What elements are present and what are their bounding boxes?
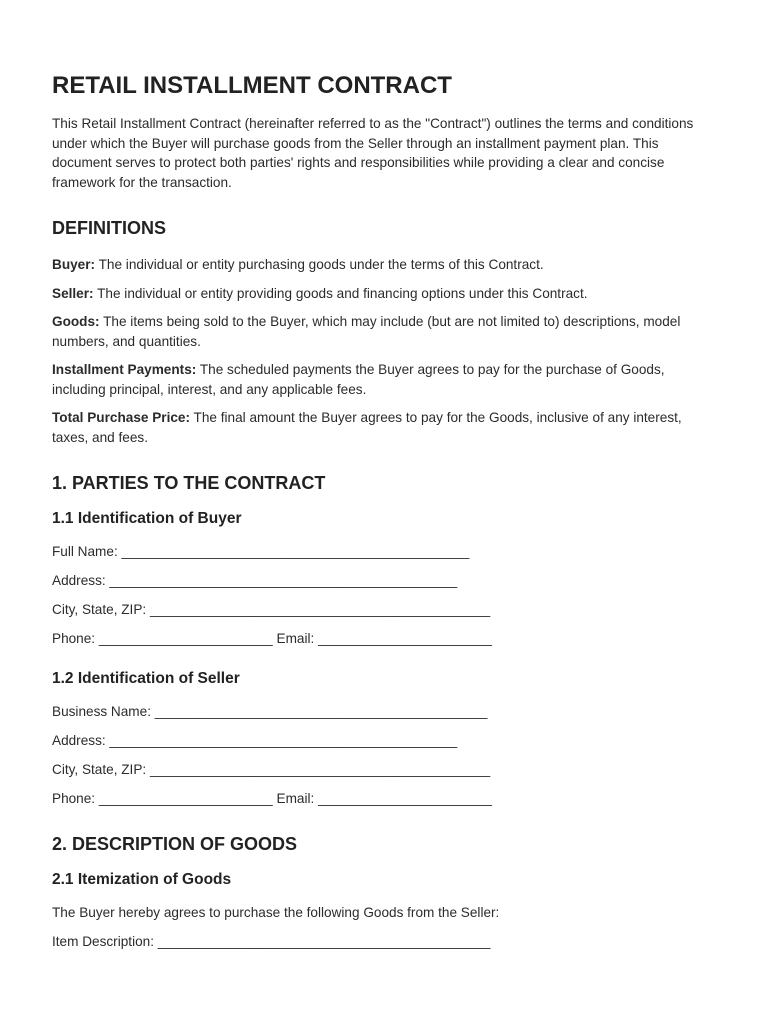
definition-text: The individual or entity providing goods and financing options under this Contract. [97, 285, 588, 301]
definition-text: The final amount the Buyer agrees to pay for the Goods, inclusive of any interest, taxes, and fees. [52, 410, 682, 445]
seller-business-name-field[interactable]: Business Name: ____________________________________________ [52, 704, 488, 719]
seller-identification-heading: 1.2 Identification of Seller [52, 670, 240, 687]
buyer-full-name-field[interactable]: Full Name: ______________________________________________ [52, 544, 470, 559]
definition-installment-payments [52, 360, 718, 399]
item-description-field[interactable]: Item Description: ____________________________________________ [52, 934, 491, 949]
itemization-heading: 2.1 Itemization of Goods [52, 871, 232, 888]
buyer-city-state-zip-field[interactable]: City, State, ZIP: _____________________________________________ [52, 602, 491, 617]
buyer-phone-email-field[interactable]: Phone: _______________________ Email: _______________________ [52, 631, 492, 646]
definition-text: The individual or entity purchasing goods under the terms of this Contract. [98, 257, 544, 272]
itemization-text: The Buyer hereby agrees to purchase the following Goods from the Seller: [52, 905, 500, 920]
seller-city-state-zip-field[interactable]: City, State, ZIP: _____________________________________________ [52, 762, 491, 777]
definition-text: The scheduled payments the Buyer agrees to pay for the purchase of Goods, including principal, interest, and any applicable fees. [52, 362, 665, 397]
definition-buyer [52, 255, 718, 275]
definition-term: Buyer: [52, 257, 96, 272]
seller-address-field[interactable]: Address: ______________________________________________ [52, 733, 458, 748]
definition-term: Total Purchase Price: [52, 410, 191, 425]
definition-term: Installment Payments: [52, 362, 197, 377]
buyer-identification-heading: 1.1 Identification of Buyer [52, 510, 242, 527]
buyer-fields [52, 542, 718, 648]
definition-seller [52, 284, 718, 304]
intro-paragraph: This Retail Installment Contract (hereinafter referred to as the "Contract") outlines the terms and conditions under which the Buyer will purchase goods from the Seller through an installment payment plan. This document serves to protect both parties' rights and responsibilities while providing a clear and concise framework for the transaction. [52, 116, 694, 190]
definitions-heading: DEFINITIONS [52, 218, 167, 238]
buyer-address-field[interactable]: Address: ______________________________________________ [52, 573, 458, 588]
definition-goods [52, 312, 718, 351]
definition-term: Seller: [52, 285, 94, 301]
seller-phone-email-field[interactable]: Phone: _______________________ Email: _______________________ [52, 791, 492, 806]
seller-fields [52, 702, 718, 808]
definitions-list [52, 255, 718, 447]
section-2-heading: 2. DESCRIPTION OF GOODS [52, 834, 298, 854]
definition-text: The items being sold to the Buyer, which may include (but are not limited to) descriptions, model numbers, and quantities. [52, 314, 681, 349]
section-1-heading: 1. PARTIES TO THE CONTRACT [52, 473, 326, 493]
definition-term: Goods: [52, 314, 100, 329]
definition-total-purchase-price [52, 408, 718, 447]
document-title: RETAIL INSTALLMENT CONTRACT [52, 72, 452, 99]
